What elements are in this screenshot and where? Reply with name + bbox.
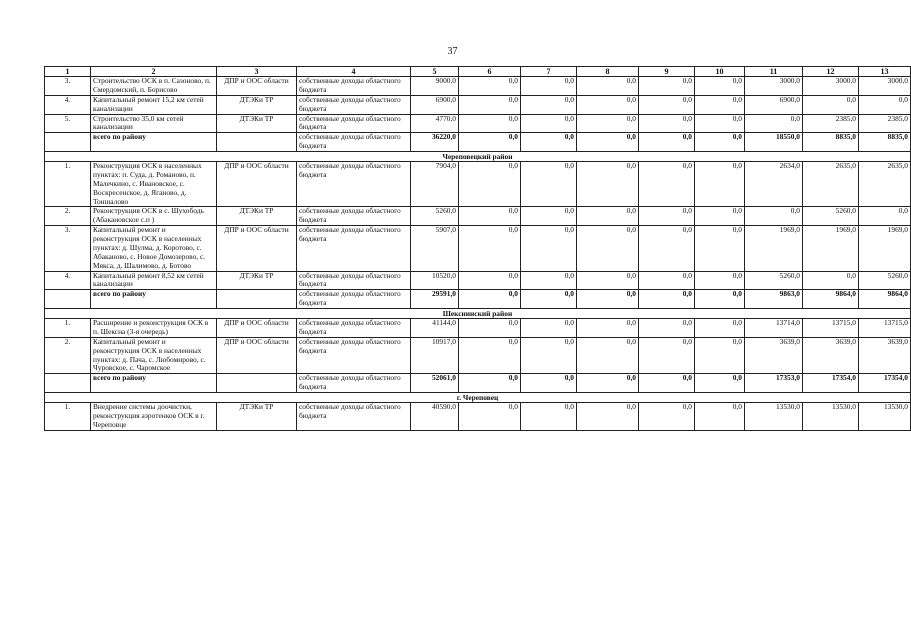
amount-cell: 0,0: [521, 95, 577, 114]
funding-source: собственные доходы областного бюджета: [297, 95, 411, 114]
amount-cell: 40590,0: [411, 403, 459, 431]
amount-cell: 3639,0: [745, 337, 803, 374]
amount-cell: 0,0: [577, 114, 639, 133]
responsible-org: ДПР и ООС области: [217, 337, 297, 374]
amount-cell: 0,0: [577, 319, 639, 338]
amount-cell: 9864,0: [859, 290, 911, 309]
amount-cell: 18550,0: [745, 133, 803, 152]
amount-cell: 1969,0: [859, 226, 911, 271]
amount-cell: 36220,0: [411, 133, 459, 152]
amount-cell: 0,0: [639, 133, 695, 152]
project-name: Реконструкция ОСК в с. Шухободь (Абакановское с.п ): [91, 207, 217, 226]
row-number: 1.: [45, 403, 91, 431]
amount-cell: 0,0: [521, 226, 577, 271]
amount-cell: 0,0: [577, 133, 639, 152]
funding-source: собственные доходы областного бюджета: [297, 162, 411, 207]
responsible-org: ДПР и ООС области: [217, 319, 297, 338]
amount-cell: 3639,0: [803, 337, 859, 374]
amount-cell: 0,0: [577, 271, 639, 290]
responsible-org: ДТЭКи ТР: [217, 271, 297, 290]
amount-cell: 4770,0: [411, 114, 459, 133]
amount-cell: 0,0: [695, 271, 745, 290]
header-row: [45, 67, 911, 77]
row-number: 2.: [45, 337, 91, 374]
funding-source: собственные доходы областного бюджета: [297, 271, 411, 290]
responsible-org: ДПР и ООС области: [217, 162, 297, 207]
section-header-row: [45, 393, 911, 403]
amount-cell: 0,0: [639, 77, 695, 96]
amount-cell: 13715,0: [803, 319, 859, 338]
column-header: 8: [577, 67, 639, 77]
amount-cell: 0,0: [745, 114, 803, 133]
amount-cell: 0,0: [695, 207, 745, 226]
responsible-cell: [217, 133, 297, 152]
column-header: 10: [695, 67, 745, 77]
row-number-cell: [45, 133, 91, 152]
column-header: 6: [459, 67, 521, 77]
project-name: Капитальный ремонт 15,2 км сетей канализации: [91, 95, 217, 114]
amount-cell: 7904,0: [411, 162, 459, 207]
responsible-org: ДПР и ООС области: [217, 226, 297, 271]
amount-cell: 0,0: [639, 290, 695, 309]
amount-cell: 2635,0: [859, 162, 911, 207]
amount-cell: 0,0: [521, 114, 577, 133]
funding-source: собственные доходы областного бюджета: [297, 290, 411, 309]
row-number: 3.: [45, 226, 91, 271]
amount-cell: 0,0: [695, 133, 745, 152]
amount-cell: 0,0: [639, 319, 695, 338]
section-header-row: [45, 309, 911, 319]
project-name: Строительство 35,0 км сетей канализации: [91, 114, 217, 133]
amount-cell: 0,0: [639, 374, 695, 393]
amount-cell: 0,0: [695, 403, 745, 431]
total-label: всего по району: [91, 133, 217, 152]
responsible-org: ДТЭКи ТР: [217, 207, 297, 226]
table-row: [45, 114, 911, 133]
table-row: [45, 319, 911, 338]
project-name: Расширение и реконструкция ОСК в п. Шексна (3-я очередь): [91, 319, 217, 338]
table-row: [45, 207, 911, 226]
table-body: [45, 67, 911, 431]
amount-cell: 13530,0: [803, 403, 859, 431]
amount-cell: 0,0: [521, 337, 577, 374]
table-row: [45, 95, 911, 114]
amount-cell: 0,0: [577, 95, 639, 114]
amount-cell: 0,0: [695, 226, 745, 271]
section-title: г. Череповец: [45, 393, 911, 403]
funding-source: собственные доходы областного бюджета: [297, 207, 411, 226]
funding-source: собственные доходы областного бюджета: [297, 403, 411, 431]
amount-cell: 0,0: [803, 271, 859, 290]
amount-cell: 10520,0: [411, 271, 459, 290]
amount-cell: 52061,0: [411, 374, 459, 393]
amount-cell: 0,0: [639, 162, 695, 207]
amount-cell: 0,0: [577, 77, 639, 96]
project-name: Внедрение системы доочистки, реконструкция аэротенков ОСК в г. Череповце: [91, 403, 217, 431]
total-row: [45, 374, 911, 393]
amount-cell: 6900,0: [411, 95, 459, 114]
amount-cell: 0,0: [459, 374, 521, 393]
amount-cell: 2385,0: [803, 114, 859, 133]
column-header: 5: [411, 67, 459, 77]
amount-cell: 0,0: [695, 162, 745, 207]
amount-cell: 10917,0: [411, 337, 459, 374]
amount-cell: 0,0: [521, 290, 577, 309]
project-name: Реконструкция ОСК в населенных пунктах: п. Суда, д. Романово, п. Малечкино, с. Ивановское, с. Воскресенское, д. Яганово, д. Тоншалово: [91, 162, 217, 207]
row-number: 5.: [45, 114, 91, 133]
funding-source: собственные доходы областного бюджета: [297, 226, 411, 271]
amount-cell: 0,0: [459, 403, 521, 431]
amount-cell: 41144,0: [411, 319, 459, 338]
table-row: [45, 77, 911, 96]
amount-cell: 0,0: [577, 290, 639, 309]
amount-cell: 0,0: [577, 162, 639, 207]
amount-cell: 0,0: [521, 403, 577, 431]
responsible-org: ДТЭКи ТР: [217, 403, 297, 431]
amount-cell: 0,0: [521, 271, 577, 290]
funding-source: собственные доходы областного бюджета: [297, 337, 411, 374]
amount-cell: 0,0: [521, 133, 577, 152]
section-title: Шекснинский район: [45, 309, 911, 319]
row-number-cell: [45, 290, 91, 309]
funding-source: собственные доходы областного бюджета: [297, 133, 411, 152]
funding-source: собственные доходы областного бюджета: [297, 77, 411, 96]
amount-cell: 5260,0: [745, 271, 803, 290]
amount-cell: 3639,0: [859, 337, 911, 374]
amount-cell: 5907,0: [411, 226, 459, 271]
row-number: 2.: [45, 207, 91, 226]
row-number-cell: [45, 374, 91, 393]
amount-cell: 17353,0: [745, 374, 803, 393]
amount-cell: 0,0: [639, 95, 695, 114]
responsible-org: ДТЭКи ТР: [217, 95, 297, 114]
amount-cell: 0,0: [577, 207, 639, 226]
table-row: [45, 162, 911, 207]
amount-cell: 3000,0: [745, 77, 803, 96]
amount-cell: 0,0: [459, 271, 521, 290]
table-row: [45, 337, 911, 374]
project-name: Строительство ОСК в п. Сазоново, п. Смердомский, п. Борисово: [91, 77, 217, 96]
row-number: 3.: [45, 77, 91, 96]
responsible-org: ДТЭКи ТР: [217, 114, 297, 133]
section-header-row: [45, 152, 911, 162]
amount-cell: 0,0: [521, 77, 577, 96]
column-header: 3: [217, 67, 297, 77]
amount-cell: 0,0: [695, 95, 745, 114]
amount-cell: 9864,0: [803, 290, 859, 309]
project-name: Капитальный ремонт 8,52 км сетей канализации: [91, 271, 217, 290]
amount-cell: 2634,0: [745, 162, 803, 207]
amount-cell: 0,0: [639, 207, 695, 226]
row-number: 4.: [45, 95, 91, 114]
amount-cell: 13530,0: [745, 403, 803, 431]
amount-cell: 0,0: [459, 319, 521, 338]
column-header: 1: [45, 67, 91, 77]
amount-cell: 2635,0: [803, 162, 859, 207]
amount-cell: 8835,0: [859, 133, 911, 152]
amount-cell: 0,0: [577, 403, 639, 431]
column-header: 12: [803, 67, 859, 77]
amount-cell: 0,0: [695, 319, 745, 338]
amount-cell: 0,0: [803, 95, 859, 114]
amount-cell: 0,0: [695, 374, 745, 393]
amount-cell: 1969,0: [803, 226, 859, 271]
amount-cell: 0,0: [639, 226, 695, 271]
total-row: [45, 290, 911, 309]
total-label: всего по району: [91, 290, 217, 309]
column-header: 4: [297, 67, 411, 77]
amount-cell: 0,0: [459, 337, 521, 374]
amount-cell: 0,0: [459, 133, 521, 152]
amount-cell: 1969,0: [745, 226, 803, 271]
column-header: 7: [521, 67, 577, 77]
amount-cell: 0,0: [459, 207, 521, 226]
program-table: [44, 66, 911, 431]
amount-cell: 0,0: [521, 319, 577, 338]
amount-cell: 0,0: [695, 77, 745, 96]
column-header: 2: [91, 67, 217, 77]
amount-cell: 0,0: [459, 95, 521, 114]
amount-cell: 0,0: [695, 337, 745, 374]
amount-cell: 13714,0: [745, 319, 803, 338]
amount-cell: 0,0: [459, 77, 521, 96]
amount-cell: 17354,0: [803, 374, 859, 393]
row-number: 1.: [45, 319, 91, 338]
total-row: [45, 133, 911, 152]
amount-cell: 17354,0: [859, 374, 911, 393]
amount-cell: 0,0: [577, 226, 639, 271]
amount-cell: 0,0: [639, 271, 695, 290]
row-number: 1.: [45, 162, 91, 207]
amount-cell: 6900,0: [745, 95, 803, 114]
amount-cell: 3000,0: [803, 77, 859, 96]
amount-cell: 5260,0: [803, 207, 859, 226]
amount-cell: 9863,0: [745, 290, 803, 309]
amount-cell: 0,0: [745, 207, 803, 226]
funding-source: собственные доходы областного бюджета: [297, 114, 411, 133]
amount-cell: 0,0: [695, 114, 745, 133]
table-row: [45, 271, 911, 290]
page-number: 37: [447, 46, 458, 57]
amount-cell: 0,0: [577, 337, 639, 374]
funding-source: собственные доходы областного бюджета: [297, 319, 411, 338]
table-row: [45, 403, 911, 431]
amount-cell: 0,0: [859, 207, 911, 226]
amount-cell: 0,0: [521, 374, 577, 393]
amount-cell: 3000,0: [859, 77, 911, 96]
column-header: 9: [639, 67, 695, 77]
amount-cell: 5260,0: [411, 207, 459, 226]
total-label: всего по району: [91, 374, 217, 393]
amount-cell: 0,0: [695, 290, 745, 309]
amount-cell: 0,0: [639, 337, 695, 374]
amount-cell: 0,0: [521, 162, 577, 207]
responsible-org: ДПР и ООС области: [217, 77, 297, 96]
amount-cell: 29591,0: [411, 290, 459, 309]
row-number: 4.: [45, 271, 91, 290]
amount-cell: 13530,0: [859, 403, 911, 431]
amount-cell: 8835,0: [803, 133, 859, 152]
amount-cell: 13715,0: [859, 319, 911, 338]
amount-cell: 2385,0: [859, 114, 911, 133]
amount-cell: 5260,0: [859, 271, 911, 290]
amount-cell: 0,0: [577, 374, 639, 393]
section-title: Череповецкий район: [45, 152, 911, 162]
project-name: Капитальный ремонт и реконструкция ОСК в населенных пунктах: д. Пача, с. Любомирово, с. Чуровское, с. Чаромское: [91, 337, 217, 374]
table-row: [45, 226, 911, 271]
column-header: 13: [859, 67, 911, 77]
funding-source: собственные доходы областного бюджета: [297, 374, 411, 393]
amount-cell: 0,0: [639, 403, 695, 431]
responsible-cell: [217, 290, 297, 309]
amount-cell: 9000,0: [411, 77, 459, 96]
column-header: 11: [745, 67, 803, 77]
amount-cell: 0,0: [459, 114, 521, 133]
amount-cell: 0,0: [459, 162, 521, 207]
responsible-cell: [217, 374, 297, 393]
amount-cell: 0,0: [639, 114, 695, 133]
amount-cell: 0,0: [459, 290, 521, 309]
amount-cell: 0,0: [459, 226, 521, 271]
amount-cell: 0,0: [859, 95, 911, 114]
project-name: Капитальный ремонт и реконструкция ОСК в населенных пунктах: д. Шулма, д. Коротово, с. Абаканово, с. Новое Домозерово, с. Мякса, д. Шалимово, д. Ботово: [91, 226, 217, 271]
amount-cell: 0,0: [521, 207, 577, 226]
